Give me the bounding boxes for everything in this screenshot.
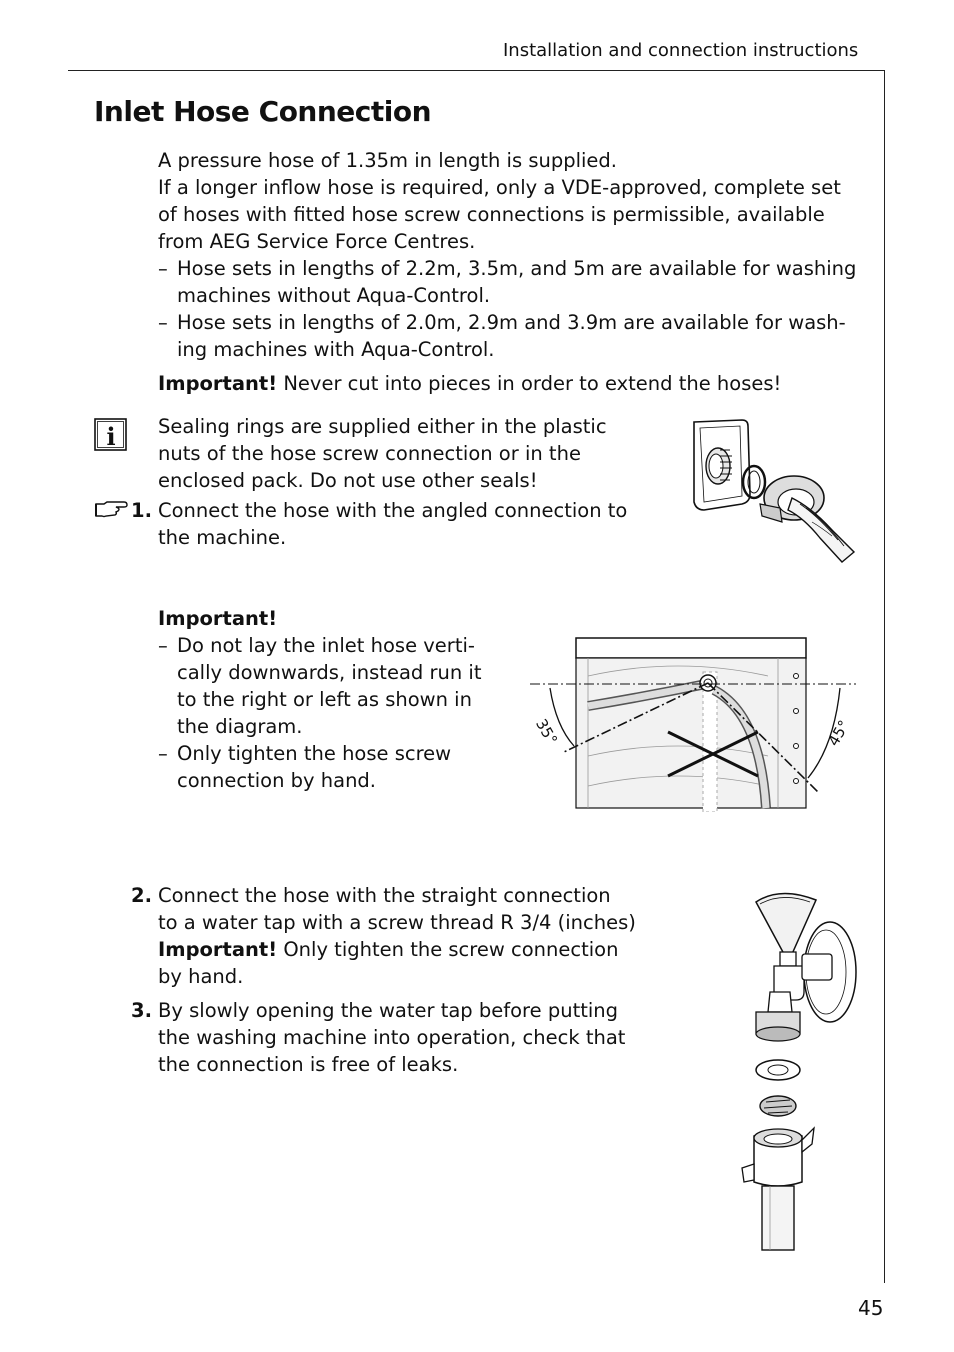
intro-line: If a longer inflow hose is required, only a VDE-approved, complete set bbox=[158, 176, 841, 199]
step-number: 3. bbox=[131, 999, 152, 1022]
bullet-line: machines without Aqua-Control. bbox=[177, 284, 491, 307]
bullet-dash: – bbox=[158, 742, 168, 765]
bullet-dash: – bbox=[158, 311, 168, 334]
step-line: to a water tap with a screw thread R 3/4 (inches) bbox=[158, 911, 636, 934]
hose-set-bullet bbox=[158, 255, 878, 309]
header-rule bbox=[68, 70, 885, 71]
step-line bbox=[158, 936, 636, 963]
step-2 bbox=[131, 882, 636, 990]
hose-set-bullet bbox=[158, 309, 878, 363]
important-label: Important! bbox=[158, 607, 278, 630]
intro-line: from AEG Service Force Centres. bbox=[158, 230, 476, 253]
bullet-line: connection by hand. bbox=[177, 769, 376, 792]
water-tap-illustration bbox=[730, 882, 870, 1254]
page-number: 45 bbox=[858, 1296, 884, 1320]
intro-block bbox=[158, 147, 878, 397]
step-3 bbox=[131, 997, 626, 1078]
bullet-dash: – bbox=[158, 634, 168, 657]
bullet-line: Only tighten the hose screw bbox=[177, 742, 452, 765]
running-header: Installation and connection instructions bbox=[503, 40, 859, 61]
step-line: the connection is free of leaks. bbox=[158, 1053, 459, 1076]
bullet-line: to the right or left as shown in bbox=[177, 688, 472, 711]
hose-angle-diagram bbox=[528, 636, 858, 812]
step-1 bbox=[131, 497, 628, 551]
tighten-bullet bbox=[158, 740, 481, 794]
important-label: Important! bbox=[158, 938, 278, 961]
margin-rule bbox=[884, 70, 885, 1283]
angle-right-label: 45° bbox=[824, 717, 854, 750]
info-icon bbox=[94, 418, 128, 452]
bullet-line: the diagram. bbox=[177, 715, 303, 738]
bullet-dash: – bbox=[158, 257, 168, 280]
intro-line: of hoses with fitted hose screw connections is permissible, available bbox=[158, 203, 825, 226]
routing-bullet bbox=[158, 632, 481, 740]
important-block bbox=[158, 605, 481, 794]
step-line: by hand. bbox=[158, 965, 244, 988]
info-line: enclosed pack. Do not use other seals! bbox=[158, 469, 538, 492]
important-note bbox=[158, 370, 878, 397]
svg-text:i: i bbox=[106, 422, 116, 451]
info-line: Sealing rings are supplied either in the plastic bbox=[158, 415, 607, 438]
info-line: nuts of the hose screw connection or in the bbox=[158, 442, 581, 465]
bullet-line: Do not lay the inlet hose verti- bbox=[177, 634, 475, 657]
page-title: Inlet Hose Connection bbox=[94, 95, 432, 128]
step-number: 2. bbox=[131, 884, 152, 907]
step-line: the machine. bbox=[158, 526, 287, 549]
angle-left-label: 35° bbox=[532, 715, 561, 748]
info-block bbox=[158, 413, 607, 494]
bullet-line: Hose sets in lengths of 2.0m, 2.9m and 3.9m are available for wash- bbox=[177, 311, 846, 334]
bullet-line: ing machines with Aqua-Control. bbox=[177, 338, 495, 361]
bullet-line: Hose sets in lengths of 2.2m, 3.5m, and 5m are available for washing bbox=[177, 257, 857, 280]
intro-line: A pressure hose of 1.35m in length is supplied. bbox=[158, 149, 618, 172]
pointing-hand-icon bbox=[94, 500, 128, 520]
hose-connection-illustration bbox=[682, 412, 867, 567]
bullet-line: cally downwards, instead run it bbox=[177, 661, 482, 684]
step-line: Connect the hose with the straight connection bbox=[158, 884, 611, 907]
important-text: Only tighten the screw connection bbox=[277, 938, 619, 961]
step-line: the washing machine into operation, check that bbox=[158, 1026, 626, 1049]
step-line: Connect the hose with the angled connection to bbox=[158, 499, 628, 522]
important-text: Never cut into pieces in order to extend the hoses! bbox=[277, 372, 782, 395]
important-label: Important! bbox=[158, 372, 278, 395]
step-line: By slowly opening the water tap before putting bbox=[158, 999, 619, 1022]
step-number: 1. bbox=[131, 499, 152, 522]
